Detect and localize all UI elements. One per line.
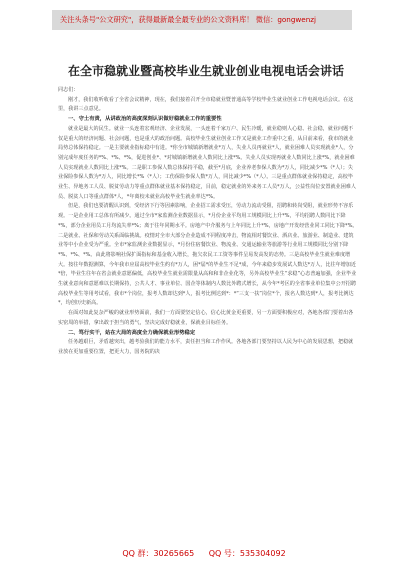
qq-number-text: QQ 号：535304092 — [208, 549, 286, 558]
document-title: 在全市稳就业暨高校毕业生就业创业电视电话会讲话 — [67, 64, 344, 78]
paragraph: 在面对如此复杂严峻的就业形势面前，我们一方面要坚定信心，信心比黄金更重要，另一方面要积极应对，各地各部门要着出各实密周的举措，拿出敢于担当的勇气，坚决完成好稳就业，保就业目标任务。 — [58, 310, 354, 326]
intro-paragraph: 刚才，我们收听收看了全省会议精神，现在，我们接着召开全市稳就业暨普通高等学校毕业生就业创业工作电视电话会议。在这里，我讲三点意见。 — [58, 96, 354, 113]
greeting: 同志们： — [58, 87, 79, 93]
top-banner — [52, 10, 352, 30]
document-body — [58, 86, 358, 536]
footer-contact — [0, 548, 408, 559]
paragraph: 任务越艰巨，矛盾越突出，越考验我们的能力水平，责任担当和工作作风。各地各部门要坚持以人民为中心的发展思想，把稳就业放在更加重要位置，把更大力，国务院的决 — [58, 339, 354, 355]
paragraph: 但是，我们也要清醒认识到，受经济下行等因素影响，企业招工需求受压，劳动力流动受阻，招聘和转岗受阻，就业形势不容乐观。一是企业用工总体有所减少。通过全市*家监测企业数据显示，*月份企业平均用工规模同比上升*%，平均招聘人数同比下降*%，部分企业用员工月均流失率*%；离于往年同期水平。房地产中介服务与上年同比上升*%，房地产开发经营业同工同比下降*%。二是就业、社保和劳动关系面临挑战。疫情对全市大部分企业造成不同程度冲击，物流相对餐饮业、酒店业、旅游业、制造业、建筑业等中小企业受为严重。全市*家监测企业数据显示，*月份住宿餐饮业、物流业、交通运输业等旅游等行业用工规模同比分别下降*%、*%、*%。由此将影响社保扩面指标和基金收入增长，拖欠农民工工资等事件呈易发高发的态势。三是高校毕业生就业难度增大。按往年数据测算，今年我市应届高校毕业生约有*万人，困*届*的毕业生不足*成，今年来稳步发展试人数达*万人，比往年增加近*倍，毕业生往年在省会就业意愿偏低，高校毕业生就业需限量从高和和非企业化等，另外高校毕业生“求稳”心态普遍加强，企业毕业生就业意向和意愿难以长期保持，公共人才、事业单位、国企等体制内人数比外聘式增长，从今年*考区的全省事业单位集中公开招聘高校毕业生等用考试看，我市*个岗位，报考人数却达到*人，报考比例达到*：*“三支一扶”岗位*个，报名人数达到*人，报考比例达*，均创历史新高。 — [58, 203, 358, 307]
paragraph: 就业是最大的民生。就业一头连着宏观经济、企业发展，一头连着千家万户、民生冷暖，就业稳则人心稳、社会稳，就业问题不仅是重大的经济问题、社会问题，也是重大的政治问题。高校毕业生就业创业工作又是就业工作重中之重，从目前来看，我市的就业局势总体保持稳定。一是主要就业指标稳中有进。*你全市城镇新增就业*万人，失业人员再就业*人，就业困难人员实现就业*人，分别完成年度任务的*%、*%、*%，促进创业*、*对城镇新增就业人数同比上涨*%。失业人员实现再就业人数同比上涨*%，就业困难人员实现就业人数同比上涨*%。二是职工参保人数总体保持平稳，截至*月底，企业养老参保人数为*万人，同比减少*%（*人）；失业保险参保人数为*万人，同比增长*%（*人）；工伤保险参保人数*万人，同比减少*%（*人）。三是重点群体就业保持稳定，高校毕业生、异地务工人员、脱贫劳动力等重点群体就业基本保持稳定，目前，稳定就业的外来务工人员*万人，公益性岗位安置就业困难人员、脱贫人口等重点群体*人，*年离校未就业高校毕业生就业率达*%。 — [58, 125, 356, 200]
qq-group-text: QQ 群：30265665 — [122, 549, 195, 558]
section-heading-1: 一、守土有责，从讲政治的高度深刻认识做好稳就业工作的重要性 — [68, 116, 222, 123]
section-heading-2: 二、笃行实干，站在大局的高度全力确保就业形势稳定 — [68, 329, 196, 336]
banner-text: 关注头条号"公文研究"，获得最新最全最专业的公文资料库！ 微信：gongwenzj — [60, 15, 317, 24]
